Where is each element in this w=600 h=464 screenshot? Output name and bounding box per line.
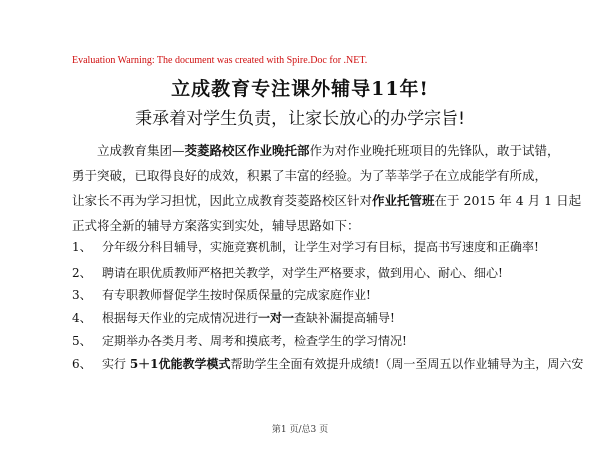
list-item-number: 6、 [72,357,92,371]
document-subtitle: 秉承着对学生负责，让家长放心的办学宗旨! [135,109,465,129]
list-item [72,309,552,326]
intro-line-3: 让家长不再为学习担忧，因此立成教育茭菱路校区针对作业托管班在于 2015 年 4 月 1 日起 [72,193,582,208]
intro-line-1: 立成教育集团—茭菱路校区作业晚托部作为对作业晚托班项目的先锋队，敢于试错， [97,143,560,158]
list-item-number: 2、 [72,266,92,280]
list-item-text: 根据每天作业的完成情况进行一对一查缺补漏提高辅导! [102,311,395,325]
list-item-number: 1、 [72,240,92,254]
list-item-text: 分年级分科目辅导，实施竞赛机制，让学生对学习有目标，提高书写速度和正确率! [102,240,539,254]
list-item [72,264,552,281]
list-item-text: 有专职教师督促学生按时保质保量的完成家庭作业! [102,288,371,302]
intro-line-2: 勇于突破，已取得良好的成效，积累了丰富的经验。为了莘莘学子在立成能学有所成， [72,168,548,183]
list-item-text: 定期举办各类月考、周考和摸底考，检查学生的学习情况! [102,334,407,348]
campus-name: 茭菱路校区作业晚托部 [184,143,310,158]
program-name: 作业托管班 [372,193,435,208]
list-item [72,286,552,303]
list-item-number: 3、 [72,288,92,302]
list-item-text: 实行 5＋1优能教学模式帮助学生全面有效提升成绩!（周一至周五以作业辅导为主，周六安 [102,357,584,371]
list-item-number: 5、 [72,334,92,348]
evaluation-warning: Evaluation Warning: The document was created with Spire.Doc for .NET. [72,55,368,66]
intro-line-4: 正式将全新的辅导方案落实到实处，辅导思路如下： [72,218,360,233]
list-item [72,355,584,372]
list-item [72,332,552,349]
list-item-text: 聘请在职优质教师严格把关教学，对学生严格要求，做到用心、耐心、细心! [102,266,503,280]
document-title: 立成教育专注课外辅导11年! [171,78,429,100]
page-number-footer: 第1 页/总3 页 [271,425,329,435]
list-item-number: 4、 [72,311,92,325]
intro-paragraph [72,138,582,238]
list-item [72,238,552,255]
